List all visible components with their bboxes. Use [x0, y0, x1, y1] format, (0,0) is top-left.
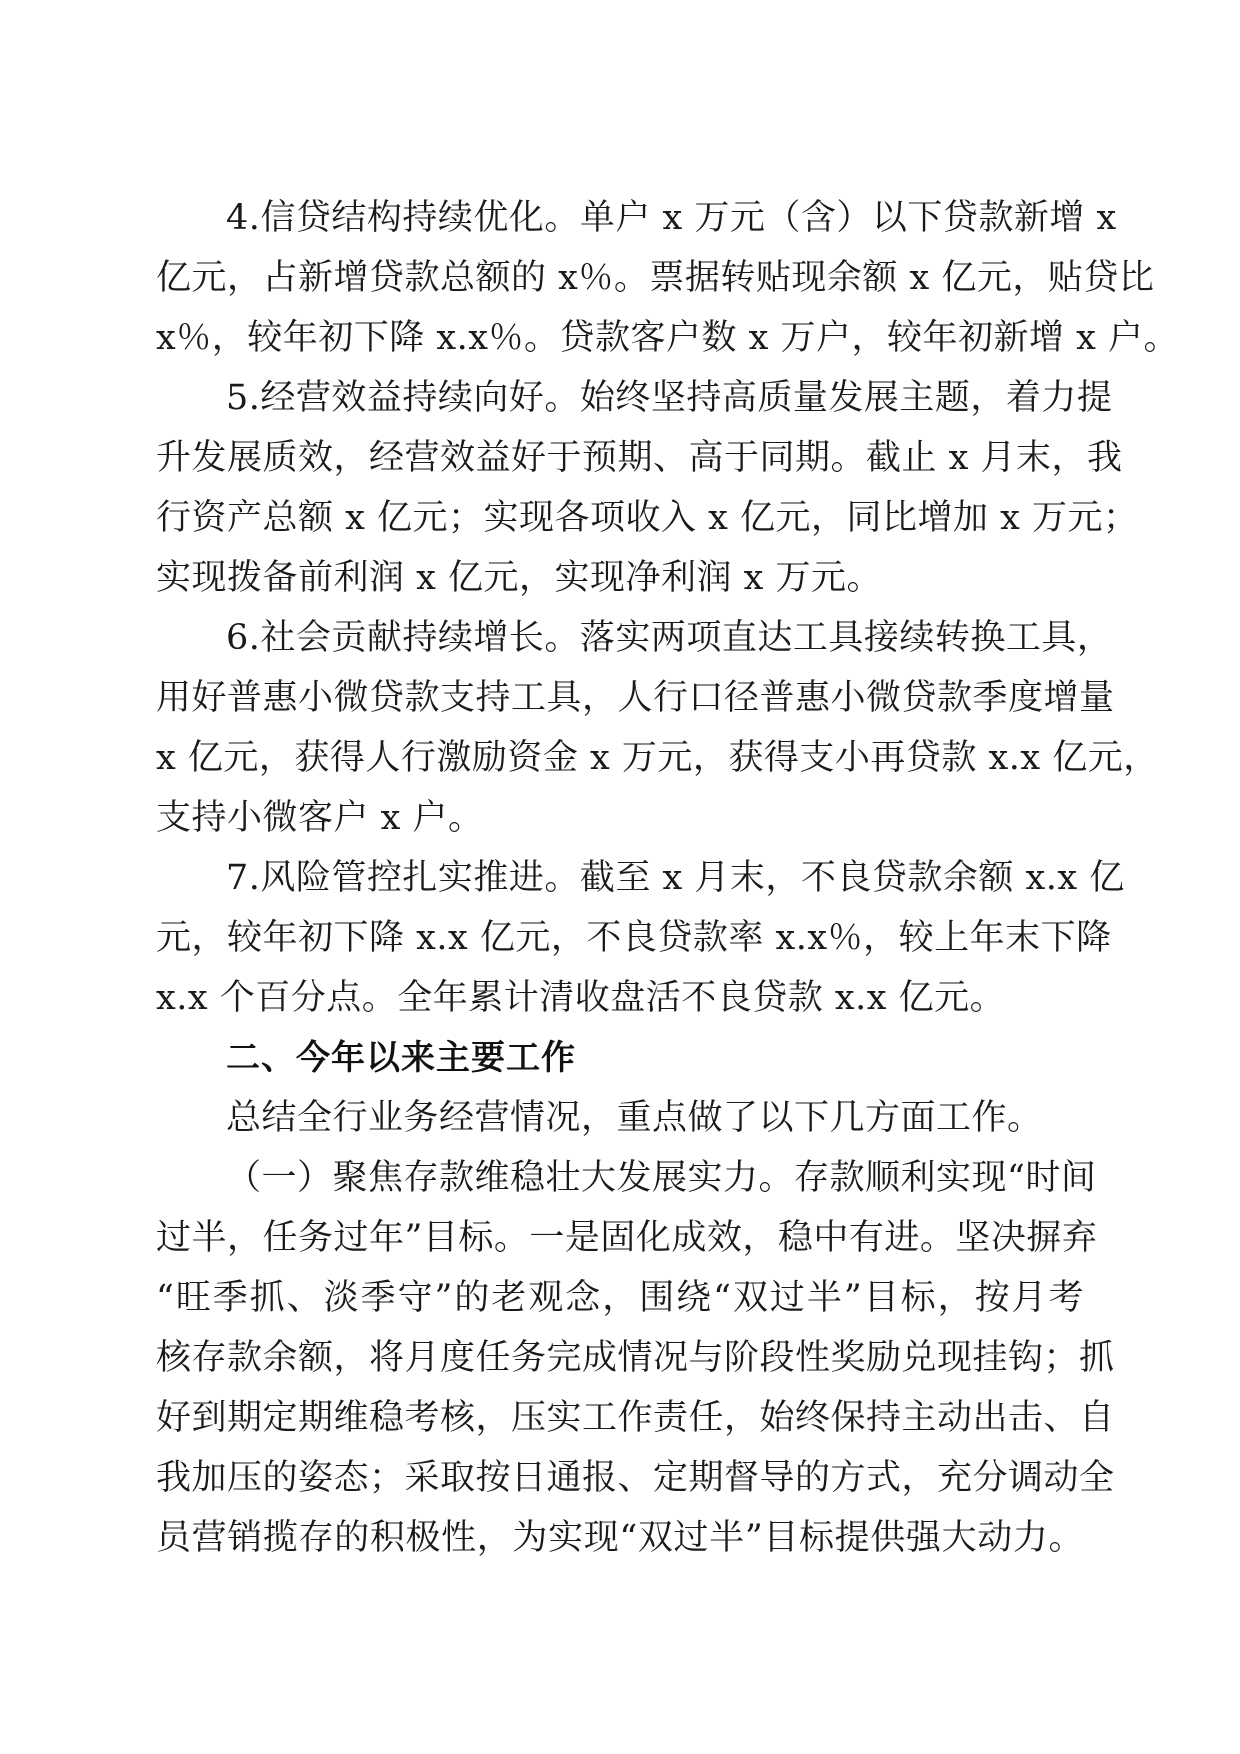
summary-line: 总结全行业务经营情况，重点做了以下几方面工作。	[226, 1098, 1043, 1138]
paragraph-line: 好到期定期维稳考核，压实工作责任，始终保持主动出击、自	[156, 1398, 1115, 1438]
paragraph-line: 升发展质效，经营效益好于预期、高于同期。截止 x 月末，我	[156, 438, 1123, 478]
paragraph-line: 员营销揽存的积极性，为实现“双过半”目标提供强大动力。	[156, 1518, 1084, 1558]
paragraph-line: 7.风险管控扎实推进。截至 x 月末，不良贷款余额 x.x 亿	[226, 858, 1125, 898]
paragraph-line: 支持小微客户 x 户。	[156, 798, 484, 838]
paragraph-line: （一）聚焦存款维稳壮大发展实力。存款顺利实现“时间	[226, 1158, 1097, 1198]
paragraph-line: x.x 个百分点。全年累计清收盘活不良贷款 x.x 亿元。	[156, 978, 1006, 1018]
paragraph-line: 核存款余额，将月度任务完成情况与阶段性奖励兑现挂钩；抓	[156, 1338, 1115, 1378]
paragraph-line: 行资产总额 x 亿元；实现各项收入 x 亿元，同比增加 x 万元；	[156, 498, 1139, 538]
paragraph-line: x 亿元，获得人行激励资金 x 万元，获得支小再贷款 x.x 亿元，	[156, 738, 1159, 778]
paragraph-line: 过半，任务过年”目标。一是固化成效，稳中有进。坚决摒弃	[156, 1218, 1098, 1258]
paragraph-line: 4.信贷结构持续优化。单户 x 万元（含）以下贷款新增 x	[226, 198, 1117, 238]
paragraph-line: “旺季抓、淡季守”的老观念，围绕“双过半”目标，按月考	[156, 1278, 1084, 1318]
section-heading: 二、今年以来主要工作	[226, 1038, 576, 1078]
paragraph-line: 实现拨备前利润 x 亿元，实现净利润 x 万元。	[156, 558, 882, 598]
paragraph-line: 元，较年初下降 x.x 亿元，不良贷款率 x.x％，较上年末下降	[156, 918, 1112, 958]
paragraph-line: x％，较年初下降 x.x％。贷款客户数 x 万户，较年初新增 x 户。	[156, 318, 1179, 358]
paragraph-line: 5.经营效益持续向好。始终坚持高质量发展主题，着力提	[226, 378, 1113, 418]
paragraph-line: 6.社会贡献持续增长。落实两项直达工具接续转换工具，	[226, 618, 1113, 658]
paragraph-line: 我加压的姿态；采取按日通报、定期督导的方式，充分调动全	[156, 1458, 1115, 1498]
paragraph-line: 用好普惠小微贷款支持工具，人行口径普惠小微贷款季度增量	[156, 678, 1115, 718]
paragraph-line: 亿元，占新增贷款总额的 x％。票据转贴现余额 x 亿元，贴贷比	[156, 258, 1155, 298]
